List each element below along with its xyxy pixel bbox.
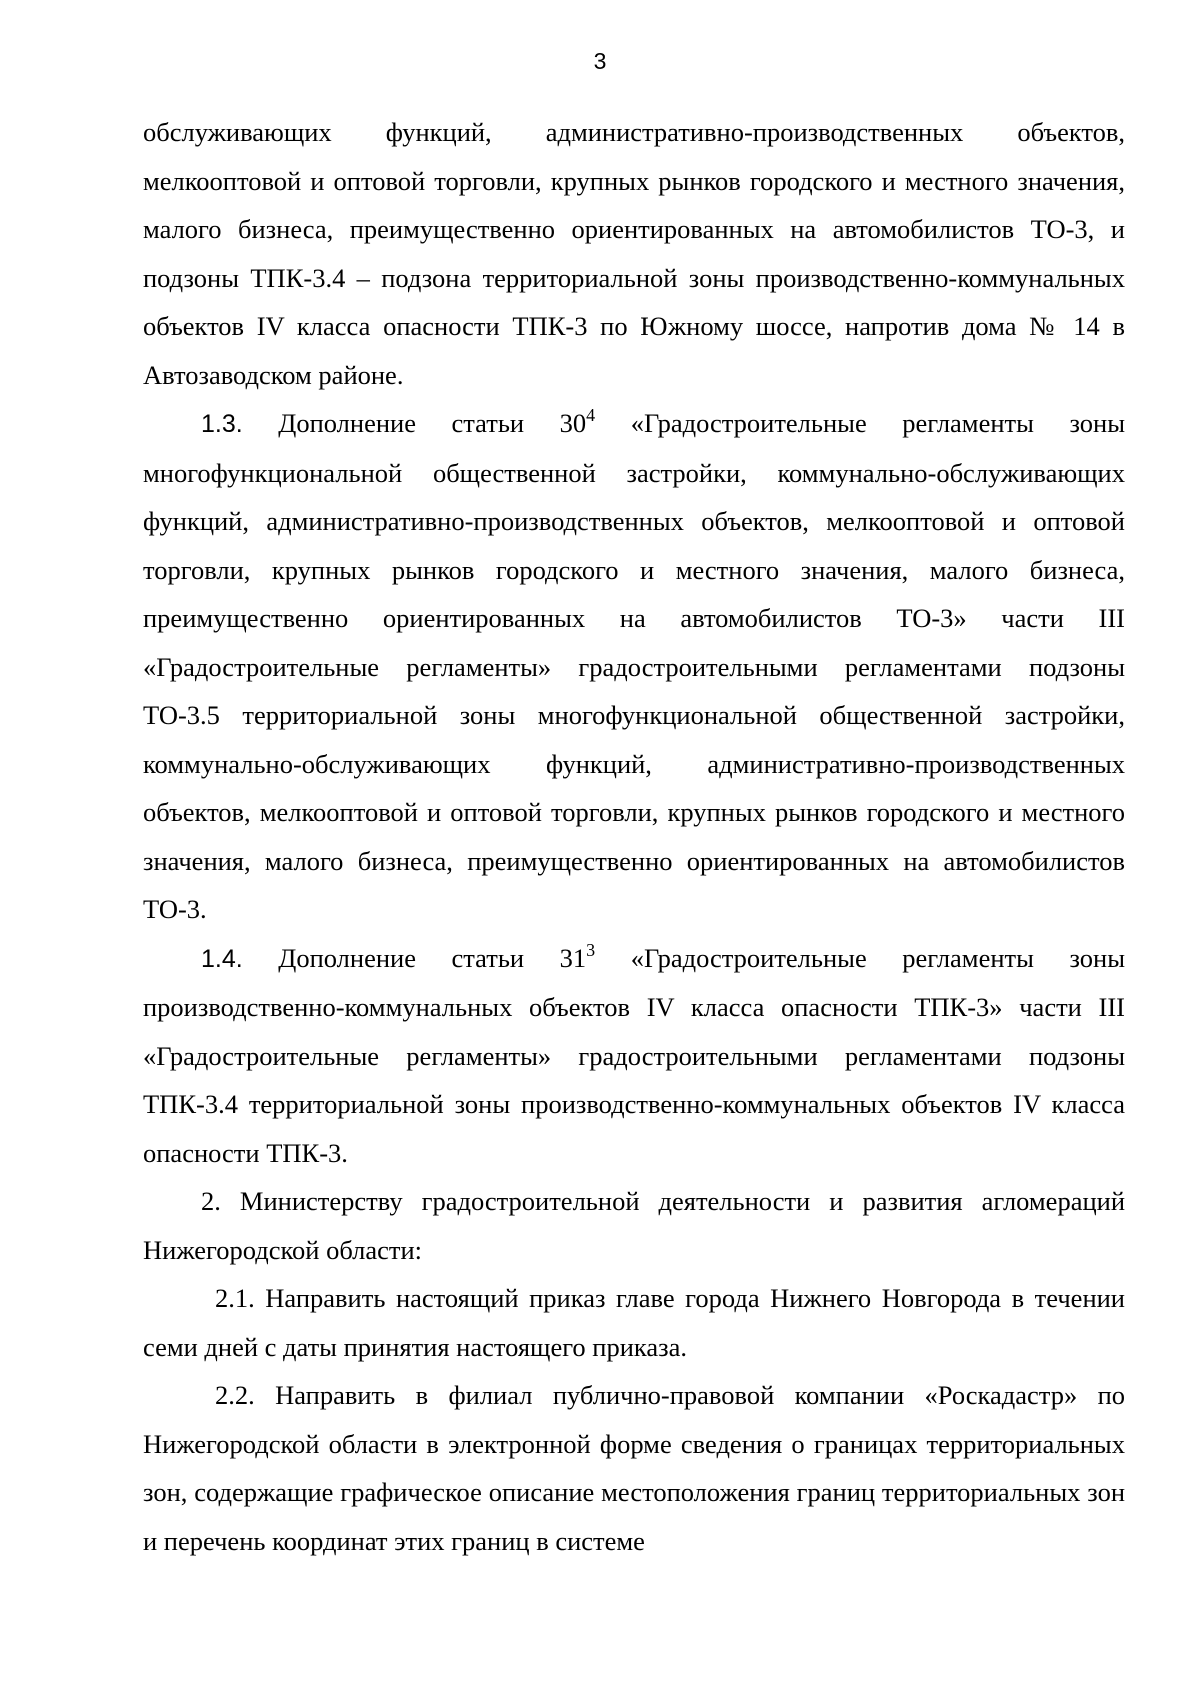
item-number: 1.4. bbox=[201, 944, 243, 973]
document-body bbox=[143, 108, 1125, 1565]
paragraph-1-4 bbox=[143, 934, 1125, 1178]
paragraph-text: «Градостроительные регламенты зоны многофункциональной общественной застройки, коммунально-обслуживающих функций, административно-производственных объектов, мелкооптовой и оптовой торговли, крупных рынков городского и местного значения, малого бизнеса, преимущественно ориентированных на автомобилистов ТО-3» части III «Градостроительные регламенты» градостроительными регламентами подзоны ТО-3.5 территориальной зоны многофункциональной общественной застройки, коммунально-обслуживающих функций, административно-производственных объектов, мелкооптовой и оптовой торговли, крупных рынков городского и местного значения, малого бизнеса, преимущественно ориентированных на автомобилистов ТО-3. bbox=[143, 408, 1125, 924]
item-number: 1.3. bbox=[201, 410, 243, 438]
paragraph-1-3 bbox=[143, 399, 1125, 934]
paragraph-text-lead: Дополнение статьи 31 bbox=[278, 942, 587, 973]
superscript: 4 bbox=[586, 405, 596, 425]
paragraph-2-1: 2.1. Направить настоящий приказ главе города Нижнего Новгорода в течении семи дней с даты принятия настоящего приказа. bbox=[143, 1283, 1125, 1362]
paragraph-continuation: обслуживающих функций, административно-производственных объектов, мелкооптовой и оптовой торговли, крупных рынков городского и местного значения, малого бизнеса, преимущественно ориентированных на автомобилистов ТО-3, и подзоны ТПК-3.4 – подзона территориальной зоны производственно-коммунальных объектов IV класса опасности ТПК-3 по Южному шоссе, напротив дома № 14 в Автозаводском районе. bbox=[143, 117, 1125, 390]
paragraph-text: «Градостроительные регламенты зоны производственно-коммунальных объектов IV класса опасности ТПК-3» части III «Градостроительные регламенты» градостроительными регламентами подзоны ТПК-3.4 территориальной зоны производственно-коммунальных объектов IV класса опасности ТПК-3. bbox=[143, 942, 1125, 1168]
page-number: 3 bbox=[593, 48, 607, 74]
paragraph-text-lead: Дополнение статьи 30 bbox=[278, 408, 587, 438]
paragraph-2: 2. Министерству градостроительной деятельности и развития агломераций Нижегородской области: bbox=[143, 1186, 1125, 1265]
paragraph-2-2: 2.2. Направить в филиал публично-правовой компании «Роскадастр» по Нижегородской области в электронной форме сведения о границах территориальных зон, содержащие графическое описание местоположения границ территориальных зон и перечень координат этих границ в системе bbox=[143, 1380, 1125, 1556]
superscript: 3 bbox=[586, 939, 596, 960]
